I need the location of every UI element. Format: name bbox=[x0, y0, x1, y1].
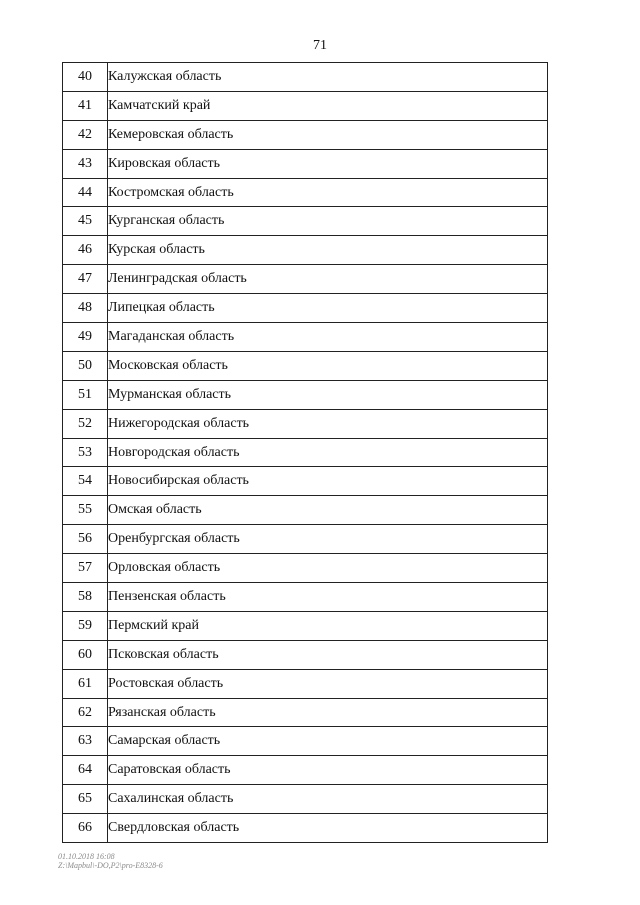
region-name: Камчатский край bbox=[108, 91, 548, 120]
table-row bbox=[63, 380, 548, 409]
row-number: 51 bbox=[63, 380, 108, 409]
table-row bbox=[63, 149, 548, 178]
table-row bbox=[63, 496, 548, 525]
region-name: Новгородская область bbox=[108, 438, 548, 467]
regions-table bbox=[62, 62, 548, 843]
region-name: Самарская область bbox=[108, 727, 548, 756]
region-name: Кировская область bbox=[108, 149, 548, 178]
footer-timestamp: 01.10.2018 16:08 bbox=[58, 852, 115, 861]
row-number: 55 bbox=[63, 496, 108, 525]
region-name: Курганская область bbox=[108, 207, 548, 236]
region-name: Калужская область bbox=[108, 63, 548, 92]
table-row bbox=[63, 583, 548, 612]
table-row bbox=[63, 120, 548, 149]
table-row bbox=[63, 236, 548, 265]
row-number: 56 bbox=[63, 525, 108, 554]
table-row bbox=[63, 323, 548, 352]
table-row bbox=[63, 785, 548, 814]
region-name: Сахалинская область bbox=[108, 785, 548, 814]
region-name: Саратовская область bbox=[108, 756, 548, 785]
row-number: 52 bbox=[63, 409, 108, 438]
row-number: 48 bbox=[63, 294, 108, 323]
table-row bbox=[63, 554, 548, 583]
row-number: 54 bbox=[63, 467, 108, 496]
region-name: Кемеровская область bbox=[108, 120, 548, 149]
table-row bbox=[63, 467, 548, 496]
table-row bbox=[63, 611, 548, 640]
region-name: Свердловская область bbox=[108, 814, 548, 843]
row-number: 50 bbox=[63, 351, 108, 380]
table-row bbox=[63, 756, 548, 785]
region-name: Курская область bbox=[108, 236, 548, 265]
row-number: 43 bbox=[63, 149, 108, 178]
region-name: Рязанская область bbox=[108, 698, 548, 727]
footer-stamp bbox=[58, 852, 163, 870]
region-name: Орловская область bbox=[108, 554, 548, 583]
region-name: Псковская область bbox=[108, 640, 548, 669]
table-row bbox=[63, 294, 548, 323]
row-number: 47 bbox=[63, 265, 108, 294]
row-number: 53 bbox=[63, 438, 108, 467]
row-number: 46 bbox=[63, 236, 108, 265]
table-row bbox=[63, 91, 548, 120]
table-row bbox=[63, 525, 548, 554]
table-row bbox=[63, 207, 548, 236]
table-row bbox=[63, 351, 548, 380]
table-row bbox=[63, 727, 548, 756]
row-number: 41 bbox=[63, 91, 108, 120]
row-number: 59 bbox=[63, 611, 108, 640]
row-number: 58 bbox=[63, 583, 108, 612]
row-number: 60 bbox=[63, 640, 108, 669]
table-row bbox=[63, 409, 548, 438]
region-name: Омская область bbox=[108, 496, 548, 525]
table-row bbox=[63, 814, 548, 843]
table-row bbox=[63, 698, 548, 727]
row-number: 42 bbox=[63, 120, 108, 149]
region-name: Костромская область bbox=[108, 178, 548, 207]
row-number: 66 bbox=[63, 814, 108, 843]
page-number: 71 bbox=[313, 38, 327, 53]
region-name: Ленинградская область bbox=[108, 265, 548, 294]
row-number: 61 bbox=[63, 669, 108, 698]
row-number: 65 bbox=[63, 785, 108, 814]
region-name: Московская область bbox=[108, 351, 548, 380]
footer-file-path: Z:\Mapbul\-DO,P2\pro-E8328-6 bbox=[58, 861, 163, 870]
row-number: 57 bbox=[63, 554, 108, 583]
table-row bbox=[63, 63, 548, 92]
region-name: Нижегородская область bbox=[108, 409, 548, 438]
table-row bbox=[63, 640, 548, 669]
row-number: 63 bbox=[63, 727, 108, 756]
table-row bbox=[63, 438, 548, 467]
region-name: Пермский край bbox=[108, 611, 548, 640]
region-name: Ростовская область bbox=[108, 669, 548, 698]
table-row bbox=[63, 265, 548, 294]
region-name: Липецкая область bbox=[108, 294, 548, 323]
row-number: 62 bbox=[63, 698, 108, 727]
region-name: Мурманская область bbox=[108, 380, 548, 409]
row-number: 45 bbox=[63, 207, 108, 236]
region-name: Магаданская область bbox=[108, 323, 548, 352]
region-name: Новосибирская область bbox=[108, 467, 548, 496]
row-number: 40 bbox=[63, 63, 108, 92]
row-number: 64 bbox=[63, 756, 108, 785]
regions-table-body bbox=[63, 63, 548, 843]
row-number: 44 bbox=[63, 178, 108, 207]
table-row bbox=[63, 178, 548, 207]
table-row bbox=[63, 669, 548, 698]
row-number: 49 bbox=[63, 323, 108, 352]
region-name: Оренбургская область bbox=[108, 525, 548, 554]
region-name: Пензенская область bbox=[108, 583, 548, 612]
